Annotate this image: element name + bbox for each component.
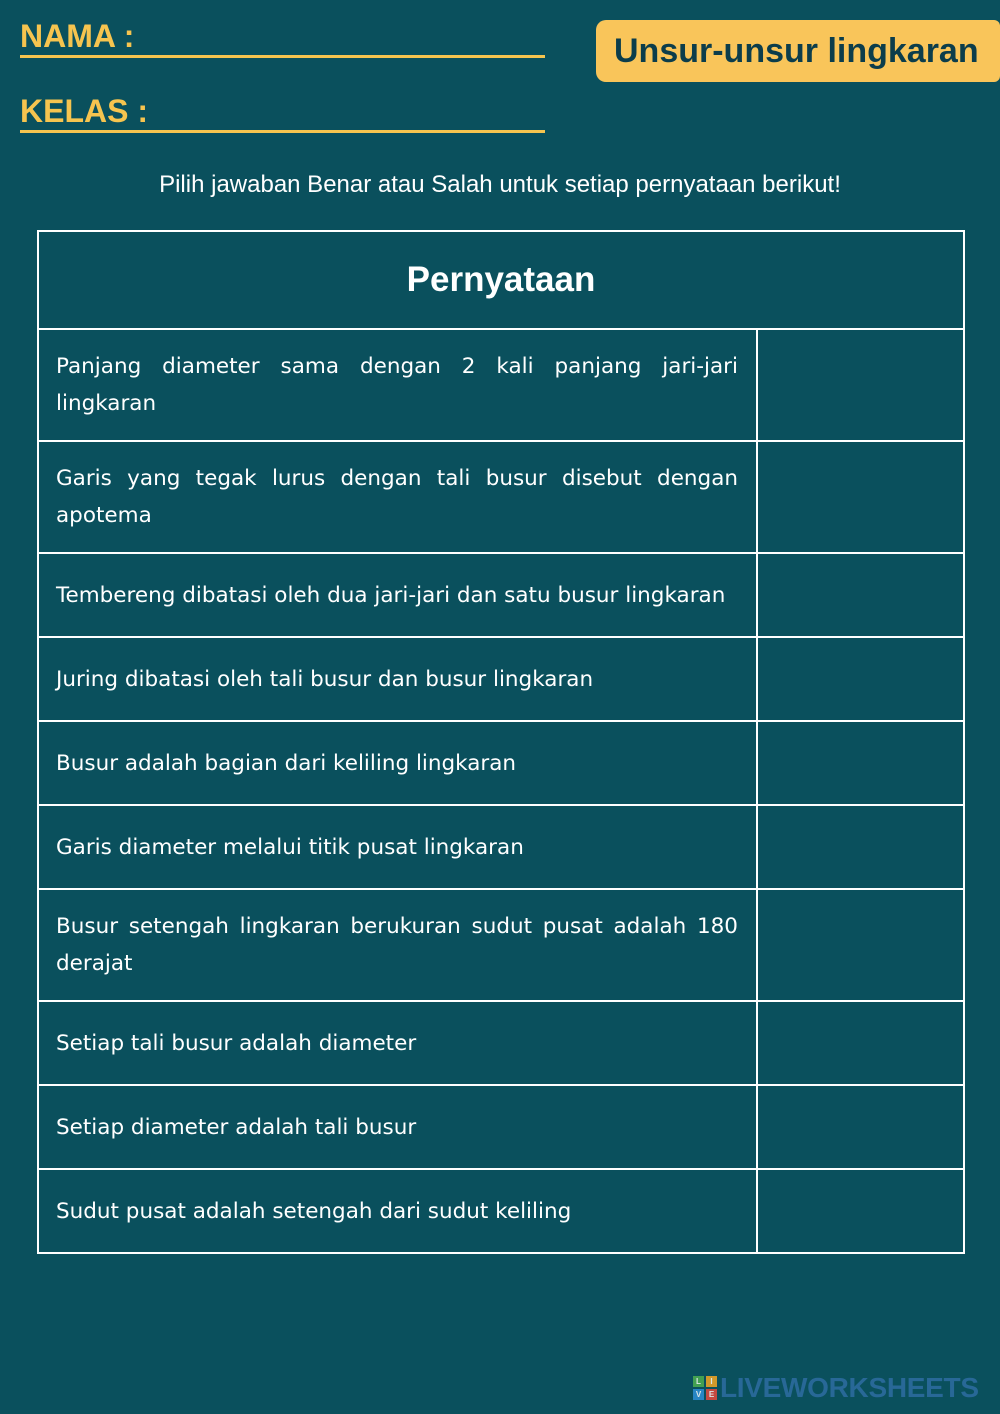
statement-row xyxy=(38,1169,964,1253)
answer-cell[interactable] xyxy=(757,889,964,1001)
class-field[interactable] xyxy=(148,92,545,130)
table-header-row xyxy=(38,231,964,329)
statement-text: Setiap tali busur adalah diameter xyxy=(38,1001,757,1085)
name-row xyxy=(20,17,545,58)
instruction-text: Pilih jawaban Benar atau Salah untuk setiap pernyataan berikut! xyxy=(159,171,841,198)
logo-tile: I xyxy=(706,1376,717,1387)
answer-cell[interactable] xyxy=(757,1001,964,1085)
name-field[interactable] xyxy=(134,17,545,55)
answer-cell[interactable] xyxy=(757,329,964,441)
table-header: Pernyataan xyxy=(38,231,964,329)
answer-cell[interactable] xyxy=(757,805,964,889)
statement-text: Panjang diameter sama dengan 2 kali panjang jari-jari lingkaran xyxy=(38,329,757,441)
statement-text: Juring dibatasi oleh tali busur dan busur lingkaran xyxy=(38,637,757,721)
statement-row xyxy=(38,441,964,553)
liveworksheets-watermark xyxy=(693,1374,979,1402)
statement-row xyxy=(38,637,964,721)
answer-cell[interactable] xyxy=(757,637,964,721)
answer-cell[interactable] xyxy=(757,1169,964,1253)
answer-cell[interactable] xyxy=(757,721,964,805)
statement-text: Garis diameter melalui titik pusat lingkaran xyxy=(38,805,757,889)
statement-text: Tembereng dibatasi oleh dua jari-jari dan satu busur lingkaran xyxy=(38,553,757,637)
statement-row xyxy=(38,553,964,637)
statement-row xyxy=(38,1001,964,1085)
statement-text: Setiap diameter adalah tali busur xyxy=(38,1085,757,1169)
class-label: KELAS : xyxy=(20,93,148,129)
logo-tile: V xyxy=(693,1389,704,1400)
answer-cell[interactable] xyxy=(757,441,964,553)
statement-text: Busur setengah lingkaran berukuran sudut pusat adalah 180 derajat xyxy=(38,889,757,1001)
statement-row xyxy=(38,805,964,889)
statement-text: Sudut pusat adalah setengah dari sudut keliling xyxy=(38,1169,757,1253)
logo-tile: E xyxy=(706,1389,717,1400)
statement-table xyxy=(37,230,965,1254)
name-label: NAMA : xyxy=(20,18,135,54)
statement-row xyxy=(38,1085,964,1169)
answer-cell[interactable] xyxy=(757,553,964,637)
statement-text: Busur adalah bagian dari keliling lingkaran xyxy=(38,721,757,805)
statement-row xyxy=(38,329,964,441)
liveworksheets-logo-icon xyxy=(693,1376,717,1400)
class-row xyxy=(20,92,545,133)
worksheet-title: Unsur-unsur lingkaran xyxy=(596,20,1000,82)
statement-text: Garis yang tegak lurus dengan tali busur disebut dengan apotema xyxy=(38,441,757,553)
watermark-text: LIVEWORKSHEETS xyxy=(720,1372,979,1403)
answer-cell[interactable] xyxy=(757,1085,964,1169)
statement-row xyxy=(38,889,964,1001)
statement-row xyxy=(38,721,964,805)
logo-tile: L xyxy=(693,1376,704,1387)
